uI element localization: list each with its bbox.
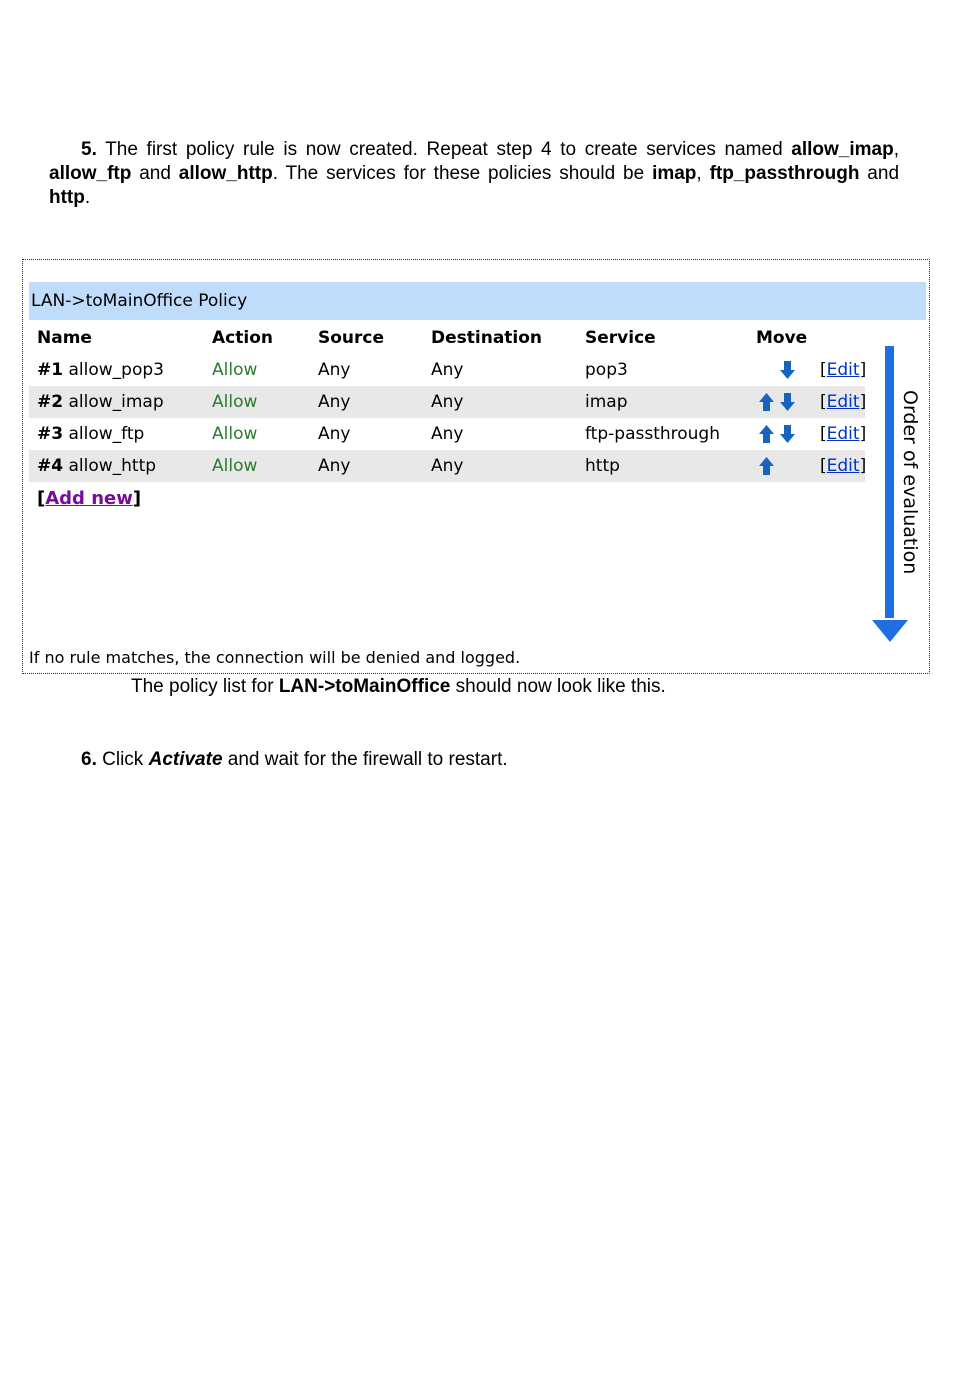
header-source: Source (318, 328, 385, 348)
step-5-paragraph: 5. The first policy rule is now created. Repeat step 4 to create services named allow_imap, allow_ftp and allow_http. The services for these policies should be imap, ftp_passthrough and http. (49, 139, 900, 208)
table-row (29, 418, 865, 450)
table-row (29, 354, 865, 386)
policy-name: http (49, 187, 85, 208)
header-action: Action (212, 328, 273, 348)
policy-list-screenshot (22, 259, 930, 674)
rule-action: Allow (212, 392, 258, 412)
table-row (29, 386, 865, 418)
step-6-paragraph: 6. Click Activate and wait for the firewall to restart. (81, 749, 508, 770)
rule-source: Any (318, 456, 351, 476)
edit-link[interactable]: [Edit] (820, 424, 867, 444)
rule-number: #3 (37, 424, 64, 444)
activate-action: Activate (148, 749, 223, 770)
rule-service: http (585, 456, 620, 476)
rule-service: ftp-passthrough (585, 424, 720, 444)
rule-name: allow_imap (68, 392, 164, 412)
table-header (29, 322, 865, 354)
move-down-icon[interactable] (779, 424, 796, 444)
header-move: Move (756, 328, 808, 348)
rule-action: Allow (212, 424, 258, 444)
rule-action: Allow (212, 360, 258, 380)
rule-source: Any (318, 424, 351, 444)
order-of-evaluation-label: Order of evaluation (899, 390, 921, 575)
edit-link[interactable]: [Edit] (820, 360, 867, 380)
service-name: allow_http (178, 163, 273, 184)
add-new-anchor[interactable]: Add new (45, 488, 133, 509)
rule-destination: Any (431, 392, 464, 412)
edit-link[interactable]: [Edit] (820, 392, 867, 412)
policy-name: ftp_passthrough (709, 163, 860, 184)
move-down-icon[interactable] (779, 360, 796, 380)
rule-number: #1 (37, 360, 64, 380)
policy-title-bar: LAN->toMainOffice Policy (29, 282, 926, 320)
header-destination: Destination (431, 328, 543, 348)
rule-number: #2 (37, 392, 64, 412)
rule-name: allow_ftp (68, 424, 145, 444)
rule-name: allow_pop3 (68, 360, 164, 380)
rule-service: imap (585, 392, 628, 412)
rule-destination: Any (431, 456, 464, 476)
service-name: allow_ftp (49, 163, 132, 184)
add-new-link[interactable]: [Add new] (37, 488, 142, 509)
move-up-icon[interactable] (758, 392, 775, 412)
rule-action: Allow (212, 456, 258, 476)
step-number: 5. (81, 139, 97, 160)
step-number: 6. (81, 749, 97, 770)
header-name: Name (37, 328, 92, 348)
policy-table (29, 322, 865, 482)
move-up-icon[interactable] (758, 424, 775, 444)
policy-name: imap (652, 163, 697, 184)
edit-link[interactable]: [Edit] (820, 456, 867, 476)
header-service: Service (585, 328, 656, 348)
rule-source: Any (318, 360, 351, 380)
rule-service: pop3 (585, 360, 628, 380)
service-name: allow_imap (791, 139, 894, 160)
rule-source: Any (318, 392, 351, 412)
rule-name: allow_http (68, 456, 157, 476)
move-down-icon[interactable] (779, 392, 796, 412)
rule-destination: Any (431, 424, 464, 444)
table-row (29, 450, 865, 482)
rule-number: #4 (37, 456, 64, 476)
move-up-icon[interactable] (758, 456, 775, 476)
figure-caption: The policy list for LAN->toMainOffice should now look like this. (131, 676, 666, 697)
rule-destination: Any (431, 360, 464, 380)
default-policy-note: If no rule matches, the connection will be denied and logged. (29, 648, 521, 667)
